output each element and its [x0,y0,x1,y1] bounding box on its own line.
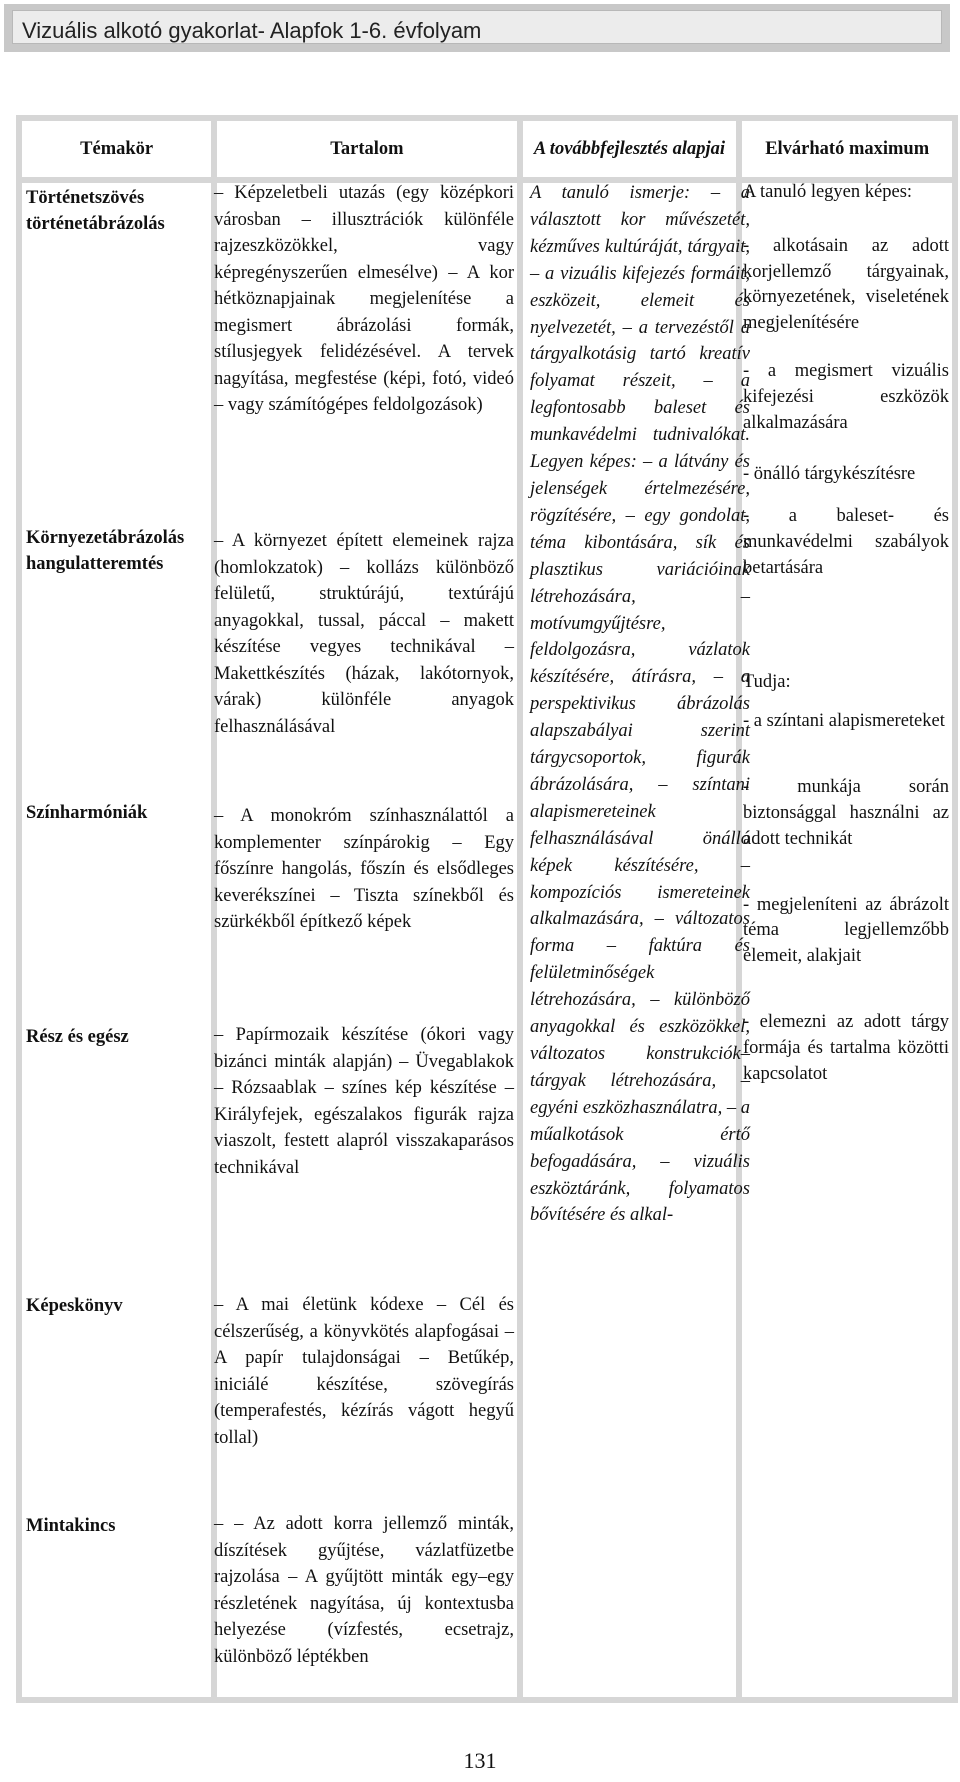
content-storytelling: – Képzeletbeli utazás (egy középkori városban – illusztrációk különféle rajzeszközökkel, vagy képregényszerűen elmesélve) – A kor hétköznapjainak megjelenítése a megismert ábrázolási formák, stílusjegyek felidézésével. A tervek nagyítása, megfestése (képi, fotó, videó – vagy számítógépes feldolgozások) [214,183,514,415]
document-title: Vizuális alkotó gyakorlat- Alapfok 1-6. évfolyam [22,18,482,43]
topic-patterns: Mintakincs [26,1516,116,1536]
development-text: A tanuló ismerje: – a választott kor művészetét, kézműves kultúráját, tárgyait, – a vizuális kifejezés formáit, eszközeit, elemeit és nyelvezetét, – a tervezéstől a tárgyalkotásig tartó kreatív folyamat részeit, – a legfontosabb baleset és munkavédelmi tudnivalókat. Legyen képes: – a látvány és jelenségek értelmezésére, rögzítésére, – egy gondolat, téma kibontására, sík és plasztikus variációinak létrehozására, – motívumgyűjtésre, feldolgozásra, vázlatok készítésére, átírásra, – a perspektivikus ábrázolás alapszabályai szerint tárgycsoportok, figurák ábrázolására, – színtani alapismereteinek felhasználásával önálló képek készítésére, – kompozíciós ismereteinek alkalmazására, – változatos forma – faktúra és felületminőségek létrehozására, – különböző anyagokkal és eszközökkel, változatos konstrukciók–tárgyak létrehozására, – egyéni eszközhasználatra, – a műalkotások értő befogadására, – vizuális eszköztáránk, folyamatos bővítésére és alkal- [530,183,750,1226]
topic-column-cell [22,183,211,1697]
expectation-item: Tudja: [743,671,791,692]
expectation-item: - a megismert vizuális kifejezési eszközök alkalmazására [743,360,949,433]
topic-color-harmony: Színharmóniák [26,803,148,823]
content-environment: – A környezet épített elemeinek rajza (homlokzatok) – kollázs különböző felületű, struktúrájú, textúrájú anyagokkal, tussal, páccal – makett készítése vegyes technikával – Makettkészítés (házak, lakótornyok, várak) különféle anyagok felhasználásával [214,531,514,737]
topic-part-whole: Rész és egész [26,1027,129,1047]
document-header [4,4,950,52]
expectation-item: - a baleset- és munkavédelmi szabályok betartására [743,506,949,578]
expectation-item: - munkája során biztonsággal használni az adott technikát [743,777,949,849]
header-development: A továbbfejlesztés alapjai [523,121,737,177]
header-expectation: Elvárható maximum [742,121,952,177]
topic-environment: Környezetábrázolás hangulatteremtés [26,528,185,574]
topic-storytelling: Történetszövés történetábrázolás [26,188,165,234]
expectation-item: - megjeleníteni az ábrázolt téma legjellemzőbb elemeit, alakjait [743,894,949,967]
content-picture-book: – A mai életünk kódexe – Cél és célszerűség, a könyvkötés alapfogásai – A papír tulajdonságai – Betűkép, iniciálé készítése, szövegírás (temperafestés, kézírás vágott hegyű tollal) [214,1295,514,1448]
content-part-whole: – Papírmozaik készítése (ókori vagy bizánci minták alapján) – Üvegablakok – Rózsaablak – színes kép készítése – Királyfejek, egészalakos figurák rajza viaszolt, festett alapról visszakaparásos technikával [214,1025,514,1178]
expectation-item: - önálló tárgykészítésre [743,464,916,485]
page-number: 131 [463,1748,497,1773]
content-color-harmony: – A monokróm színhasználattól a komplementer színpárokig – Egy főszínre hangolás, főszín és elsődleges keverékszínei – Tiszta színekből és szürkékből építkező képek [214,806,514,932]
expectation-item: - a színtani alapismereteket [743,711,945,732]
expectation-item: - alkotásain az adott korjellemző tárgyainak, környezetének, viseletének megjelenítésére [743,235,949,334]
header-topic: Témakör [22,121,211,177]
expectations-list [743,180,949,1107]
content-patterns: – – Az adott korra jellemző minták, díszítések gyűjtése, vázlatfüzetbe rajzolása – A gyűjtött minták egy–egy részletének nagyítása, új kontextusba helyezése (vízfestés, ecsetrajz, különböző léptékben [214,1514,514,1667]
expectation-item: - elemezni az adott tárgy formája és tartalma közötti kapcsolatot [743,1011,949,1084]
expectation-item: A tanuló legyen képes: [743,182,913,202]
header-content: Tartalom [217,121,516,177]
topic-picture-book: Képeskönyv [26,1296,123,1316]
